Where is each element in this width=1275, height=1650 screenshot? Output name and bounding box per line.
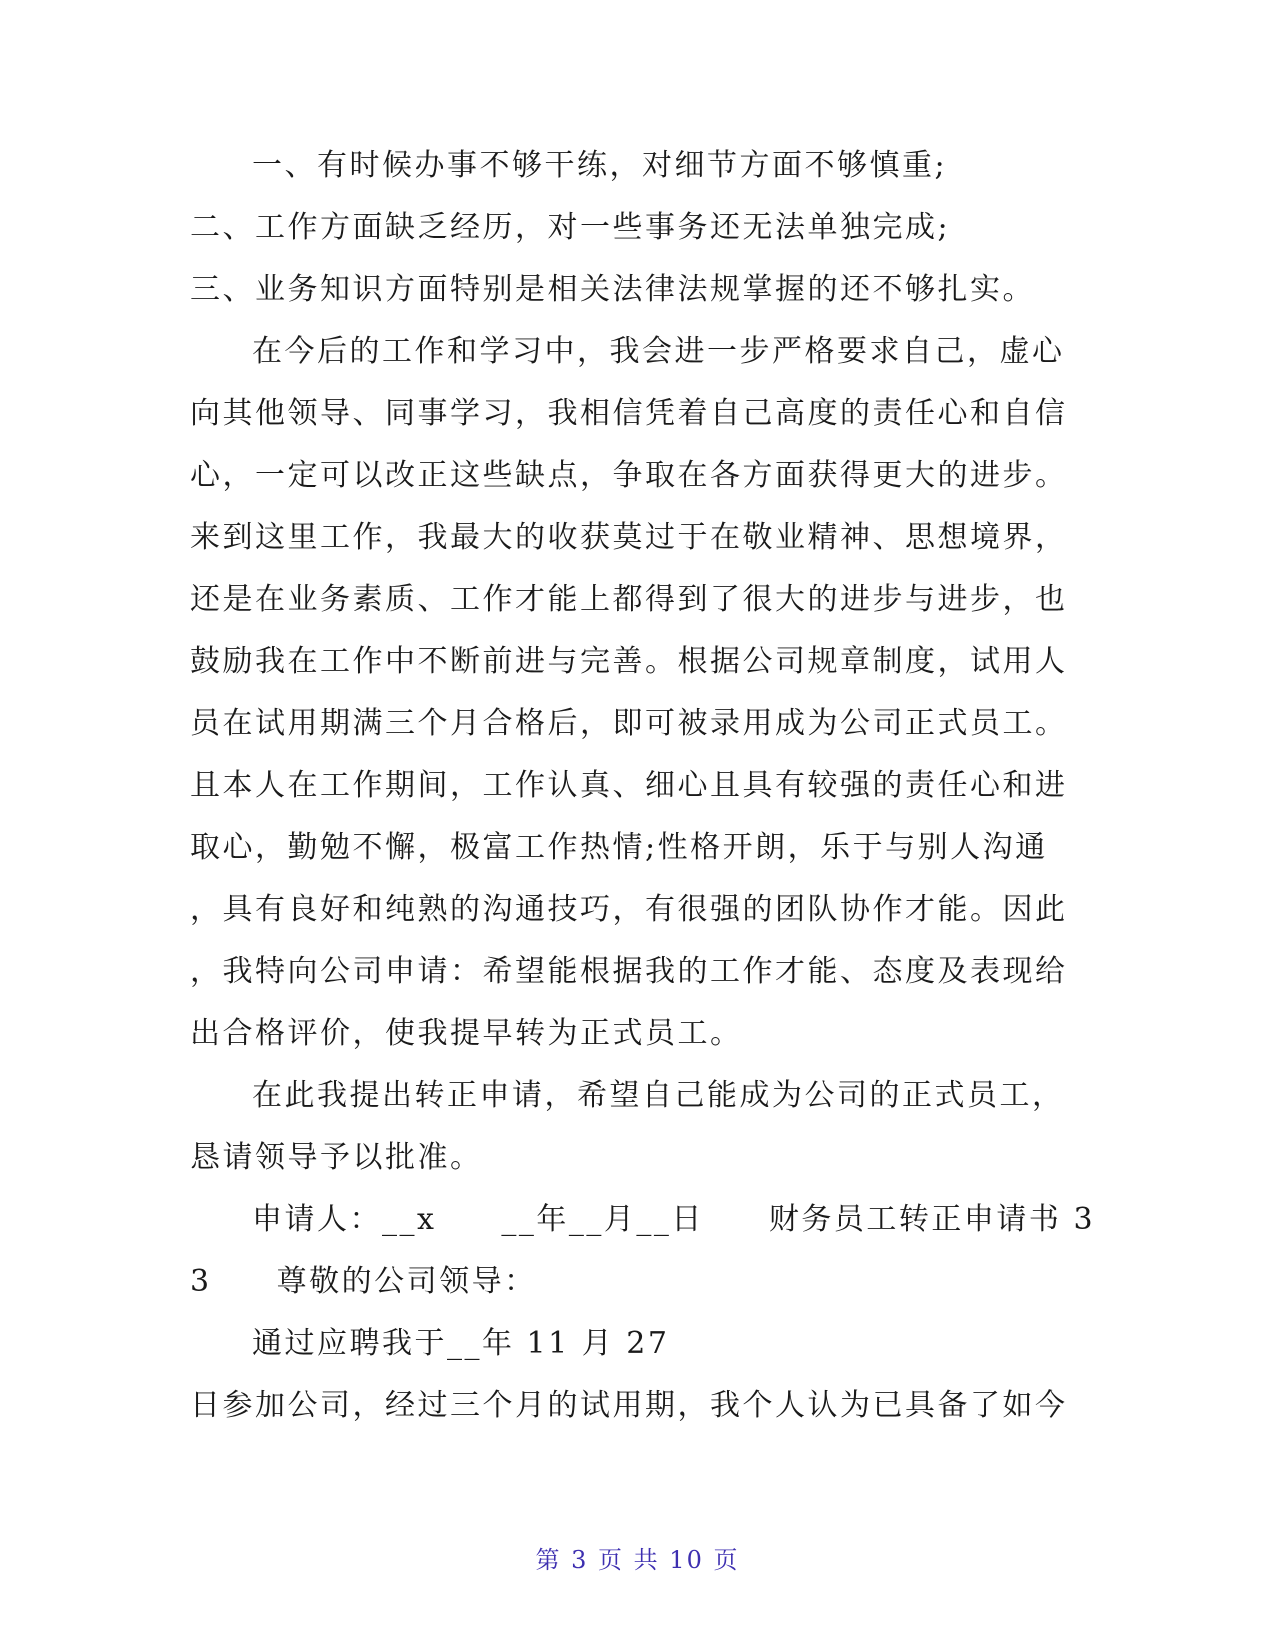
text-line: 在今后的工作和学习中，我会进一步严格要求自己，虚心: [252, 334, 1065, 369]
text-line: 一、有时候办事不够干练，对细节方面不够慎重;: [252, 148, 948, 183]
text-line: 取心，勤勉不懈，极富工作热情;性格开朗，乐于与别人沟通: [190, 830, 1048, 865]
text-line: 日参加公司，经过三个月的试用期，我个人认为已具备了如今: [190, 1388, 1068, 1423]
text-line: 鼓励我在工作中不断前进与完善。根据公司规章制度，试用人: [190, 644, 1068, 679]
text-line: 且本人在工作期间，工作认真、细心且具有较强的责任心和进: [190, 768, 1068, 803]
text-line: 心，一定可以改正这些缺点，争取在各方面获得更大的进步。: [190, 458, 1068, 493]
text-line: 三、业务知识方面特别是相关法律法规掌握的还不够扎实。: [190, 272, 1035, 307]
text-line: 员在试用期满三个月合格后，即可被录用成为公司正式员工。: [190, 706, 1068, 741]
text-line: 恳请领导予以批准。: [190, 1140, 483, 1175]
text-line: ，我特向公司申请：希望能根据我的工作才能、态度及表现给: [190, 954, 1068, 989]
page-number-footer: 第 3 页 共 10 页: [535, 1546, 740, 1574]
text-line: ，具有良好和纯熟的沟通技巧，有很强的团队协作才能。因此: [190, 892, 1068, 927]
text-line: 二、工作方面缺乏经历，对一些事务还无法单独完成;: [190, 210, 951, 245]
text-line: 3 尊敬的公司领导：: [190, 1264, 537, 1299]
text-line: 出合格评价，使我提早转为正式员工。: [190, 1016, 743, 1051]
text-line: 向其他领导、同事学习，我相信凭着自己高度的责任心和自信: [190, 396, 1068, 431]
text-line: 来到这里工作，我最大的收获莫过于在敬业精神、思想境界，: [190, 520, 1068, 555]
text-line: 在此我提出转正申请，希望自己能成为公司的正式员工，: [252, 1078, 1065, 1113]
text-line: 还是在业务素质、工作才能上都得到了很大的进步与进步，也: [190, 582, 1068, 617]
text-line: 通过应聘我于__年 11 月 27: [252, 1326, 670, 1361]
text-line: 申请人：__x __年__月__日 财务员工转正申请书 3: [252, 1202, 1096, 1237]
